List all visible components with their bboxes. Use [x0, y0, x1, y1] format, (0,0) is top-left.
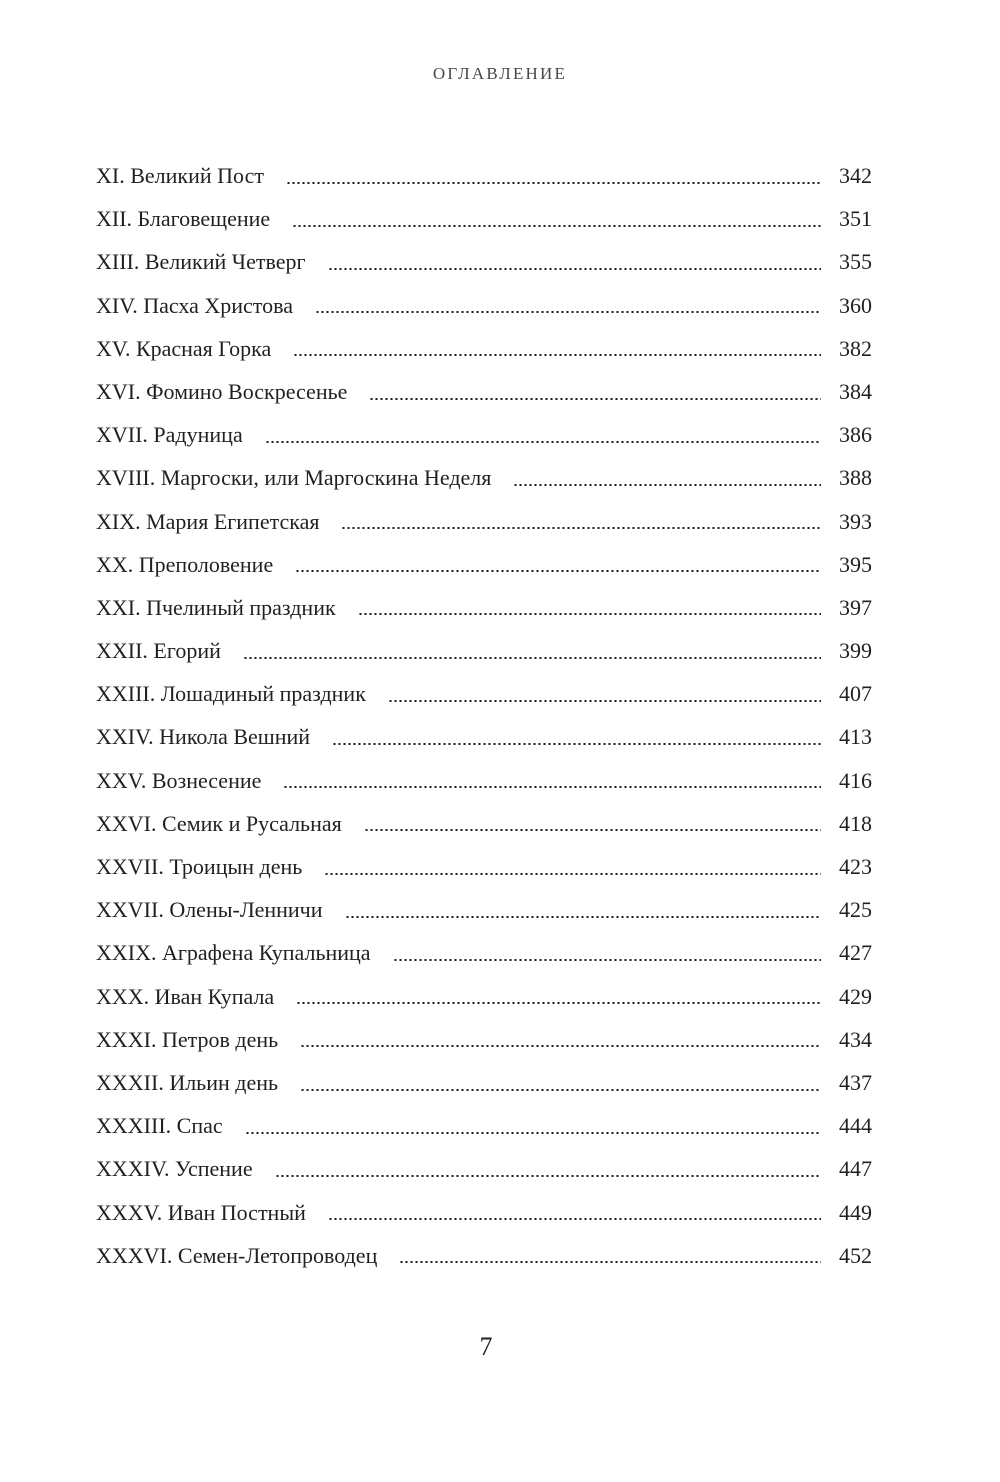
- toc-entry-title: XI. Великий Пост: [96, 163, 264, 188]
- toc-entry-title: XXII. Егорий: [96, 638, 221, 664]
- toc-entry[interactable]: [96, 1234, 872, 1277]
- toc-entry[interactable]: [96, 1061, 872, 1104]
- page-number: 7: [479, 1332, 493, 1361]
- dot-leader: [245, 1132, 821, 1134]
- toc-entry[interactable]: [96, 1104, 872, 1147]
- toc-entry-title: XXXIII. Спас: [96, 1113, 223, 1139]
- dot-leader: [369, 398, 821, 400]
- toc-entry-title: XV. Красная Горка: [96, 335, 272, 361]
- toc-entry-page: 382: [839, 335, 872, 361]
- dot-leader: [296, 1002, 821, 1004]
- toc-entry-page: 386: [839, 422, 872, 448]
- toc-entry-title: XXXVI. Семен-Летопроводец: [96, 1242, 378, 1268]
- toc-entry-title: XVIII. Маргоски, или Маргоскина Неделя: [96, 465, 492, 491]
- toc-entry-page: 418: [839, 810, 872, 836]
- table-of-contents: [96, 154, 872, 1277]
- toc-entry[interactable]: [96, 672, 872, 715]
- toc-entry-page: 413: [839, 724, 872, 750]
- toc-entry[interactable]: [96, 845, 872, 888]
- toc-entry-page: 452: [839, 1242, 872, 1268]
- toc-entry-title: XXV. Вознесение: [96, 767, 262, 793]
- toc-entry-title: XXI. Пчелиный праздник: [96, 594, 336, 620]
- toc-entry-page: 444: [839, 1113, 872, 1139]
- toc-entry[interactable]: [96, 802, 872, 845]
- toc-entry-title: XXVII. Олены-Ленничи: [96, 897, 323, 923]
- toc-entry-title: XVI. Фомино Воскресенье: [96, 378, 348, 404]
- toc-entry[interactable]: [96, 154, 872, 197]
- toc-entry-page: 429: [839, 983, 872, 1009]
- toc-entry-page: 342: [839, 163, 872, 188]
- toc-entry[interactable]: [96, 1018, 872, 1061]
- dot-leader: [300, 1045, 821, 1047]
- dot-leader: [265, 441, 821, 443]
- toc-entry-page: 416: [839, 767, 872, 793]
- toc-entry-title: XXXI. Петров день: [96, 1026, 279, 1052]
- toc-entry-title: XXVI. Семик и Русальная: [96, 810, 342, 836]
- toc-entry-page: 434: [839, 1026, 872, 1052]
- toc-entry[interactable]: [96, 197, 872, 240]
- toc-entry-title: XXXV. Иван Постный: [96, 1199, 306, 1225]
- toc-entry[interactable]: [96, 715, 872, 758]
- toc-entry-page: 427: [839, 940, 872, 966]
- dot-leader: [341, 527, 821, 529]
- toc-entry-page: 425: [839, 897, 872, 923]
- toc-entry[interactable]: [96, 456, 872, 499]
- dot-leader: [328, 268, 821, 270]
- toc-entry-title: XIV. Пасха Христова: [96, 292, 293, 318]
- toc-entry[interactable]: [96, 586, 872, 629]
- dot-leader: [393, 959, 821, 961]
- dot-leader: [315, 311, 821, 313]
- dot-leader: [513, 484, 821, 486]
- toc-entry-page: 399: [839, 638, 872, 664]
- toc-entry-title: XIII. Великий Четверг: [96, 249, 306, 275]
- toc-entry[interactable]: [96, 1191, 872, 1234]
- toc-entry[interactable]: [96, 327, 872, 370]
- dot-leader: [328, 1218, 821, 1220]
- toc-entry-page: 395: [839, 551, 872, 577]
- dot-leader: [364, 829, 821, 831]
- toc-entry-page: 423: [839, 854, 872, 879]
- toc-entry-page: 437: [839, 1069, 872, 1095]
- toc-entry-title: XXXII. Ильин день: [96, 1069, 279, 1095]
- dot-leader: [283, 786, 821, 788]
- dot-leader: [293, 354, 821, 356]
- toc-entry-page: 393: [839, 508, 872, 534]
- toc-entry-page: 384: [839, 378, 872, 404]
- toc-entry[interactable]: [96, 240, 872, 283]
- toc-entry[interactable]: [96, 629, 872, 672]
- toc-entry[interactable]: [96, 975, 872, 1018]
- toc-entry-title: XIX. Мария Египетская: [96, 508, 320, 534]
- toc-entry-page: 407: [839, 681, 872, 707]
- dot-leader: [300, 1089, 821, 1091]
- toc-entry[interactable]: [96, 759, 872, 802]
- toc-entry[interactable]: [96, 413, 872, 456]
- toc-entry-title: XXX. Иван Купала: [96, 983, 275, 1009]
- toc-entry-title: XVII. Радуница: [96, 422, 243, 448]
- dot-leader: [332, 743, 821, 745]
- toc-entry[interactable]: [96, 370, 872, 413]
- toc-entry-title: XXVII. Троицын день: [96, 854, 303, 879]
- toc-entry-page: 355: [839, 249, 872, 275]
- dot-leader: [388, 700, 821, 702]
- toc-entry-page: 449: [839, 1199, 872, 1225]
- dot-leader: [292, 225, 821, 227]
- toc-entry-page: 351: [839, 206, 872, 232]
- dot-leader: [324, 873, 821, 875]
- toc-entry-title: XXIV. Никола Вешний: [96, 724, 311, 750]
- toc-entry[interactable]: [96, 543, 872, 586]
- toc-entry-title: XXIII. Лошадиный праздник: [96, 681, 366, 707]
- toc-entry-title: XII. Благовещение: [96, 206, 271, 232]
- dot-leader: [345, 916, 821, 918]
- dot-leader: [275, 1175, 821, 1177]
- toc-entry[interactable]: [96, 284, 872, 327]
- toc-entry[interactable]: [96, 931, 872, 974]
- running-head-title: ОГЛАВЛЕНИЕ: [432, 64, 568, 83]
- toc-entry-page: 397: [839, 594, 872, 620]
- toc-entry-title: XX. Преполовение: [96, 551, 274, 577]
- dot-leader: [295, 570, 821, 572]
- dot-leader: [286, 182, 821, 184]
- toc-entry-page: 360: [839, 292, 872, 318]
- toc-entry-page: 388: [839, 465, 872, 491]
- toc-entry[interactable]: [96, 1147, 872, 1190]
- toc-entry[interactable]: [96, 500, 872, 543]
- dot-leader: [399, 1261, 821, 1263]
- toc-entry-title: XXIX. Аграфена Купальница: [96, 940, 371, 966]
- dot-leader: [243, 657, 821, 659]
- dot-leader: [358, 613, 821, 615]
- toc-entry-page: 447: [839, 1156, 872, 1182]
- toc-entry[interactable]: [96, 888, 872, 931]
- toc-entry-title: XXXIV. Успение: [96, 1156, 253, 1182]
